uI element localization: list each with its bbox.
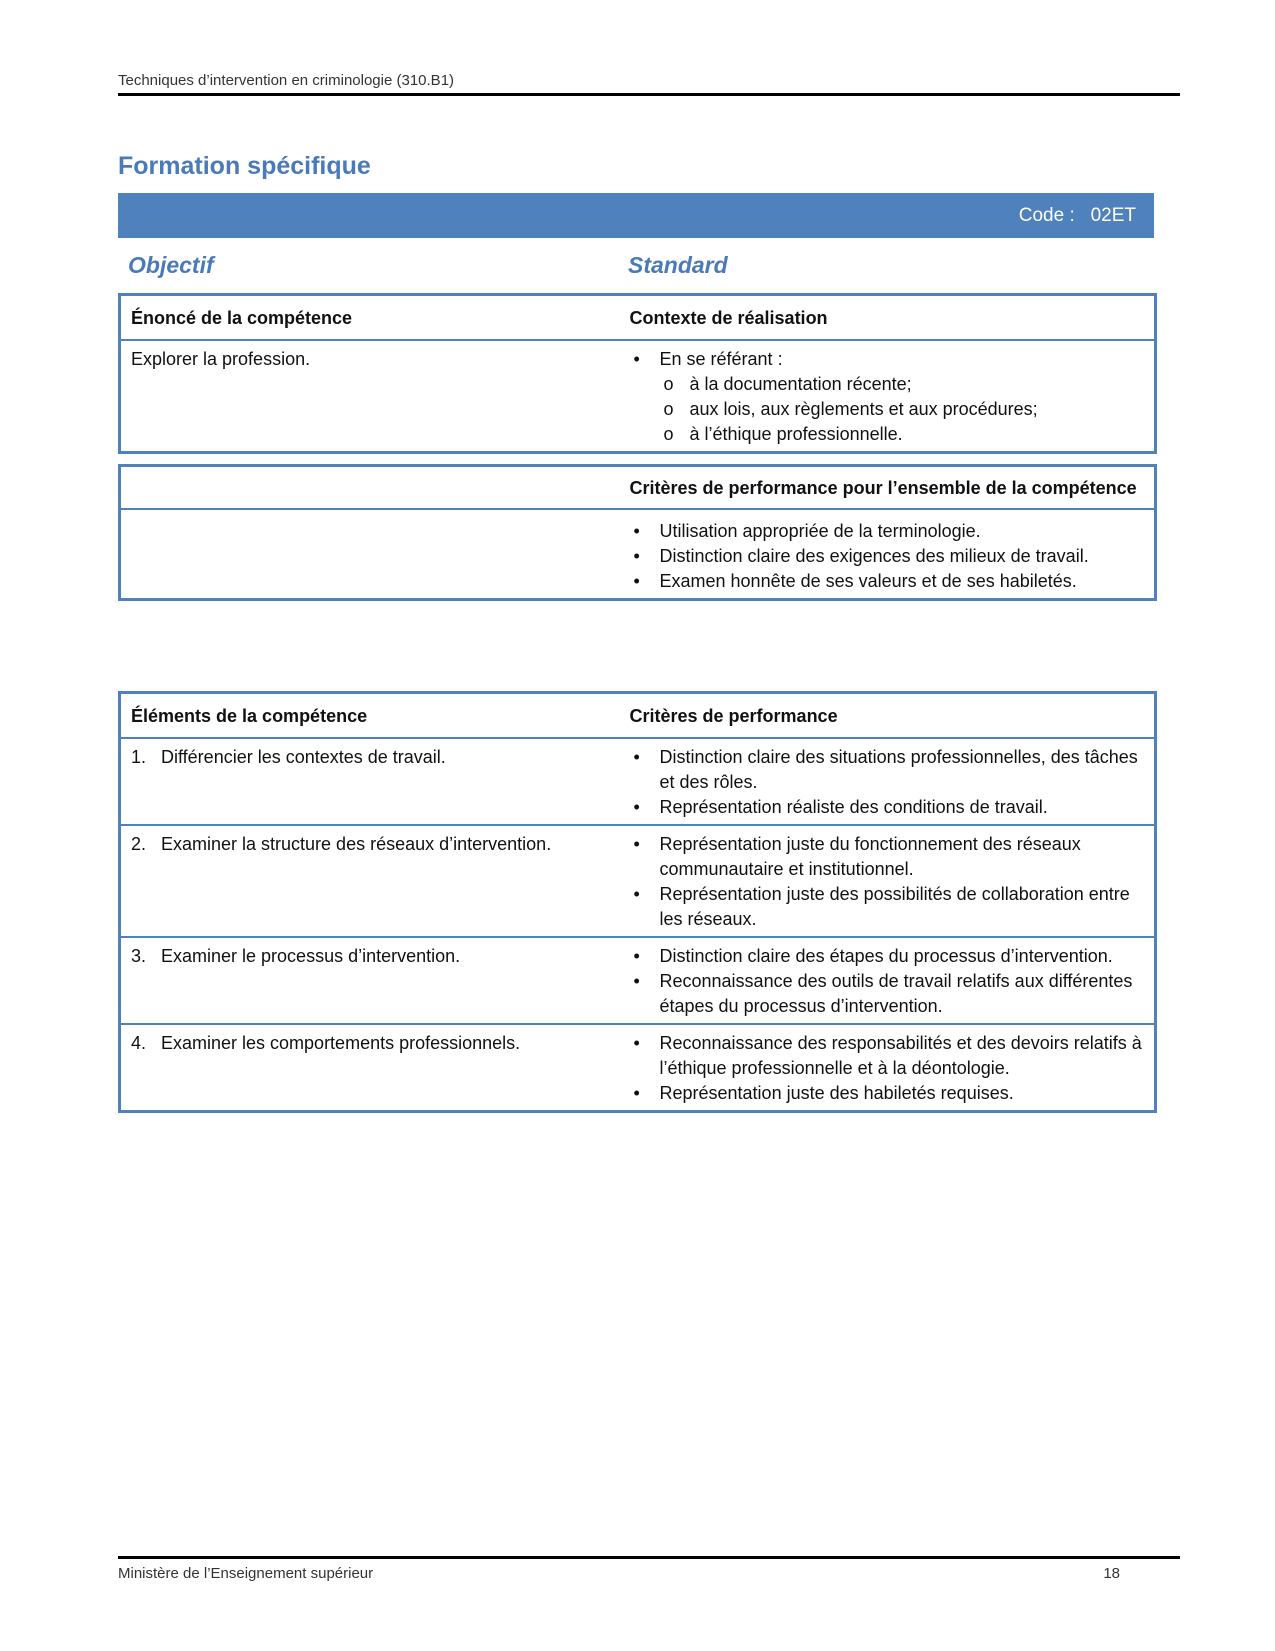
elements-box bbox=[118, 691, 1157, 1113]
competence-body-row bbox=[120, 340, 1156, 453]
competence-header-row bbox=[120, 295, 1156, 341]
criteria-item: • Utilisation appropriée de la terminologie. bbox=[630, 519, 1147, 544]
code-label: Code : 02ET bbox=[1018, 205, 1136, 226]
criteria-list bbox=[630, 1031, 1147, 1106]
competence-statement: Explorer la profession. bbox=[120, 340, 620, 453]
element-cell bbox=[120, 738, 620, 825]
criteria-item: • Représentation juste des possibilités de collaboration entre les réseaux. bbox=[630, 882, 1147, 932]
criteria-item: • Représentation juste des habiletés requises. bbox=[630, 1081, 1147, 1106]
overall-criteria-body-row bbox=[120, 509, 1156, 600]
element-number: 3. bbox=[131, 946, 147, 966]
header-text: Techniques d’intervention en criminologie (310.B1) bbox=[118, 72, 455, 89]
criteria-item: • Représentation juste du fonctionnement des réseaux communautaire et institutionnel. bbox=[630, 832, 1147, 882]
standard-heading: Standard bbox=[628, 252, 728, 278]
overall-criteria-header-row bbox=[120, 466, 1156, 510]
criteria-list bbox=[630, 745, 1147, 820]
criteria-cell bbox=[620, 1024, 1156, 1112]
overall-criteria-heading: Critères de performance pour l’ensemble de la compétence bbox=[629, 478, 1137, 498]
criteria-item: • Représentation réaliste des conditions de travail. bbox=[630, 795, 1147, 820]
footer-rule bbox=[118, 1556, 1180, 1559]
criteria-cell bbox=[620, 937, 1156, 1024]
element-number: 2. bbox=[131, 834, 147, 854]
footer-text: Ministère de l’Enseignement supérieur bbox=[118, 1565, 374, 1582]
element-text: Différencier les contextes de travail. bbox=[161, 747, 446, 767]
criteria-item: • Distinction claire des exigences des milieux de travail. bbox=[630, 544, 1147, 569]
criteria-cell bbox=[620, 738, 1156, 825]
element-row bbox=[120, 738, 1156, 825]
context-heading: Contexte de réalisation bbox=[629, 308, 828, 328]
element-number: 1. bbox=[131, 747, 147, 767]
element-row bbox=[120, 1024, 1156, 1112]
overall-criteria-list bbox=[630, 519, 1147, 594]
page-number: 18 bbox=[1103, 1565, 1120, 1582]
criteria-list bbox=[630, 832, 1147, 932]
header-rule bbox=[118, 93, 1180, 96]
objectif-heading: Objectif bbox=[128, 252, 214, 278]
element-number: 4. bbox=[131, 1033, 147, 1053]
criteria-item: • Reconnaissance des responsabilités et des devoirs relatifs à l’éthique professionnelle et à la déontologie. bbox=[630, 1031, 1147, 1081]
overall-criteria-box bbox=[118, 464, 1157, 601]
overall-criteria-cell bbox=[620, 509, 1156, 600]
context-subitem: o à l’éthique professionnelle. bbox=[660, 422, 1147, 447]
page-footer bbox=[118, 1556, 1180, 1585]
elements-header-row bbox=[120, 693, 1156, 739]
context-sublist bbox=[660, 372, 1147, 447]
context-subitem: o aux lois, aux règlements et aux procédures; bbox=[660, 397, 1147, 422]
empty-cell bbox=[120, 466, 620, 510]
criteria-item: • Distinction claire des situations professionnelles, des tâches et des rôles. bbox=[630, 745, 1147, 795]
element-row bbox=[120, 937, 1156, 1024]
criteria-item: • Examen honnête de ses valeurs et de ses habiletés. bbox=[630, 569, 1147, 594]
criteria-list bbox=[630, 944, 1147, 1019]
element-row bbox=[120, 825, 1156, 937]
context-bullet-text: En se référant : bbox=[659, 349, 783, 369]
context-bullet bbox=[630, 347, 1147, 447]
column-headings bbox=[118, 252, 1154, 284]
elements-heading: Éléments de la compétence bbox=[131, 706, 368, 726]
criteria-cell bbox=[620, 825, 1156, 937]
empty-cell bbox=[120, 509, 620, 600]
page-header bbox=[118, 72, 1180, 96]
element-text: Examiner la structure des réseaux d’intervention. bbox=[161, 834, 552, 854]
element-cell bbox=[120, 1024, 620, 1112]
competence-statement-heading: Énoncé de la compétence bbox=[131, 308, 353, 328]
context-cell bbox=[620, 340, 1156, 453]
element-cell bbox=[120, 825, 620, 937]
criteria-item: • Reconnaissance des outils de travail relatifs aux différentes étapes du processus d’intervention. bbox=[630, 969, 1147, 1019]
competence-box bbox=[118, 293, 1157, 454]
code-bar bbox=[118, 193, 1154, 238]
element-cell bbox=[120, 937, 620, 1024]
context-list bbox=[630, 347, 1147, 447]
element-text: Examiner les comportements professionnels. bbox=[161, 1033, 521, 1053]
criteria-item: • Distinction claire des étapes du processus d’intervention. bbox=[630, 944, 1147, 969]
criteria-heading: Critères de performance bbox=[629, 706, 838, 726]
element-text: Examiner le processus d’intervention. bbox=[161, 946, 461, 966]
footer-row bbox=[118, 1565, 1180, 1585]
section-title: Formation spécifique bbox=[118, 152, 371, 180]
context-subitem: o à la documentation récente; bbox=[660, 372, 1147, 397]
